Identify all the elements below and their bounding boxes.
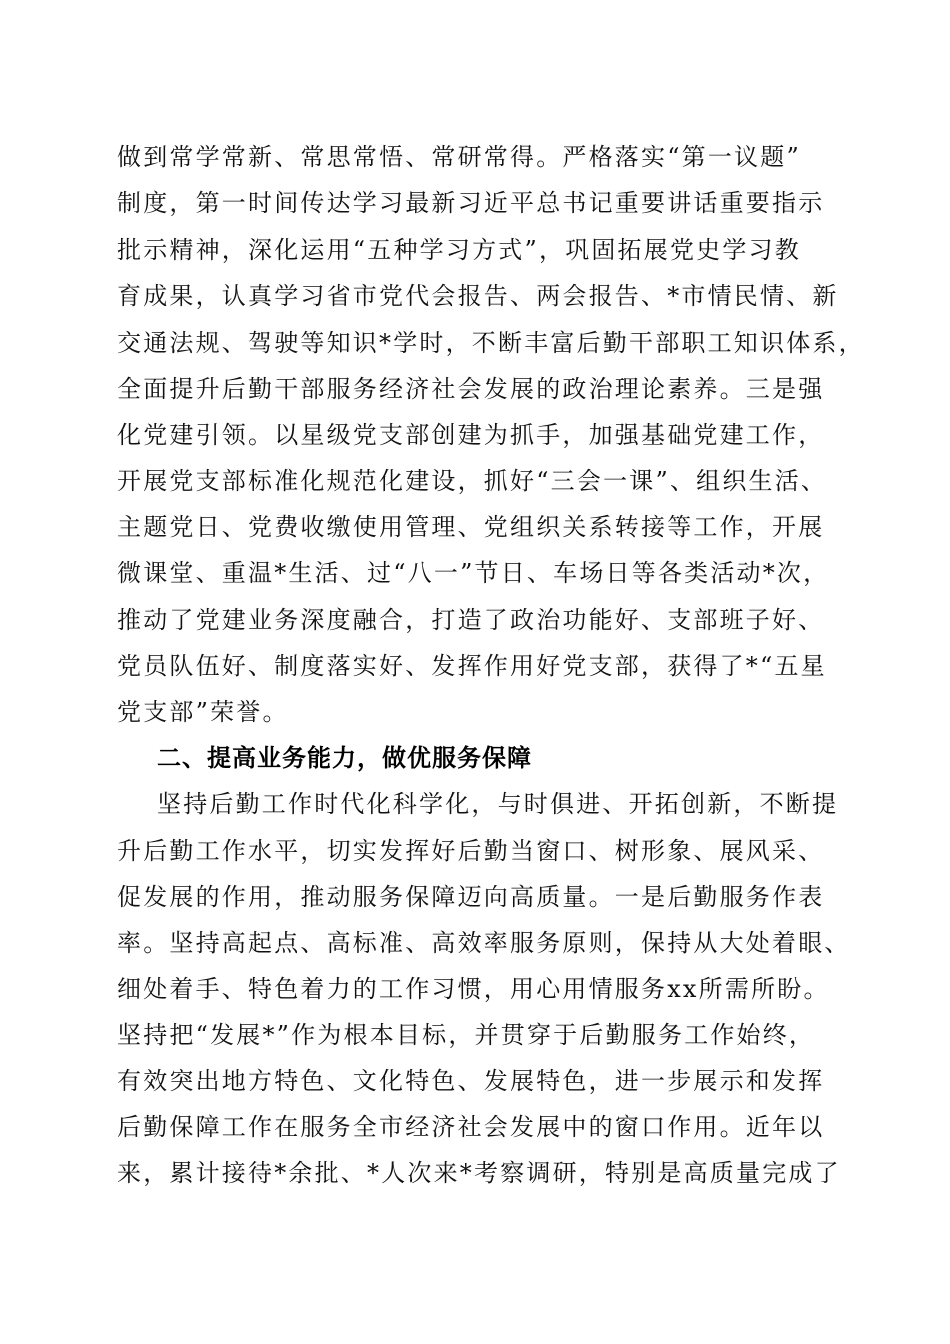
paragraph-line: 制度，第一时间传达学习最新习近平总书记重要讲话重要指示 xyxy=(117,189,825,217)
paragraph-line: 细处着手、特色着力的工作习惯，用心用情服务xx所需所盼。 xyxy=(117,975,830,1003)
paragraph-line: 后勤保障工作在服务全市经济社会发展中的窗口作用。近年以 xyxy=(117,1113,825,1141)
paragraph-line: 坚持把“发展*”作为根本目标，并贯穿于后勤服务工作始终， xyxy=(117,1021,816,1049)
paragraph-line: 来，累计接待*余批、*人次来*考察调研，特别是高质量完成了 xyxy=(117,1159,841,1187)
paragraph-line: 微课堂、重温*生活、过“八一”节日、车场日等各类活动*次， xyxy=(117,559,830,587)
paragraph-line: 推动了党建业务深度融合，打造了政治功能好、支部班子好、 xyxy=(117,606,825,634)
paragraph-line: 主题党日、党费收缴使用管理、党组织关系转接等工作，开展 xyxy=(117,513,825,541)
paragraph-line: 有效突出地方特色、文化特色、发展特色，进一步展示和发挥 xyxy=(117,1067,825,1095)
paragraph-line: 开展党支部标准化规范化建设，抓好“三会一课”、组织生活、 xyxy=(117,467,828,495)
paragraph-line: 促发展的作用，推动服务保障迈向高质量。一是后勤服务作表 xyxy=(117,883,825,911)
paragraph-line: 率。坚持高起点、高标准、高效率服务原则，保持从大处着眼、 xyxy=(117,929,851,957)
paragraph-line: 做到常学常新、常思常悟、常研常得。严格落实“第一议题” xyxy=(117,143,801,171)
paragraph-line: 育成果，认真学习省市党代会报告、两会报告、*市情民情、新 xyxy=(117,282,839,310)
paragraph-line: 坚持后勤工作时代化科学化，与时俱进、开拓创新，不断提 xyxy=(157,790,839,818)
paragraph-line: 批示精神，深化运用“五种学习方式”，巩固拓展党史学习教 xyxy=(117,236,801,264)
paragraph-line: 党支部”荣誉。 xyxy=(117,698,289,726)
paragraph-line: 全面提升后勤干部服务经济社会发展的政治理论素养。三是强 xyxy=(117,375,825,403)
section-heading: 二、提高业务能力，做优服务保障 xyxy=(157,744,532,772)
paragraph-line: 升后勤工作水平，切实发挥好后勤当窗口、树形象、展风采、 xyxy=(117,837,825,865)
paragraph-line: 党员队伍好、制度落实好、发挥作用好党支部，获得了*“五星 xyxy=(117,652,827,680)
paragraph-line: 化党建引领。以星级党支部创建为抓手，加强基础党建工作， xyxy=(117,421,825,449)
paragraph-line: 交通法规、驾驶等知识*学时，不断丰富后勤干部职工知识体系， xyxy=(117,329,865,357)
